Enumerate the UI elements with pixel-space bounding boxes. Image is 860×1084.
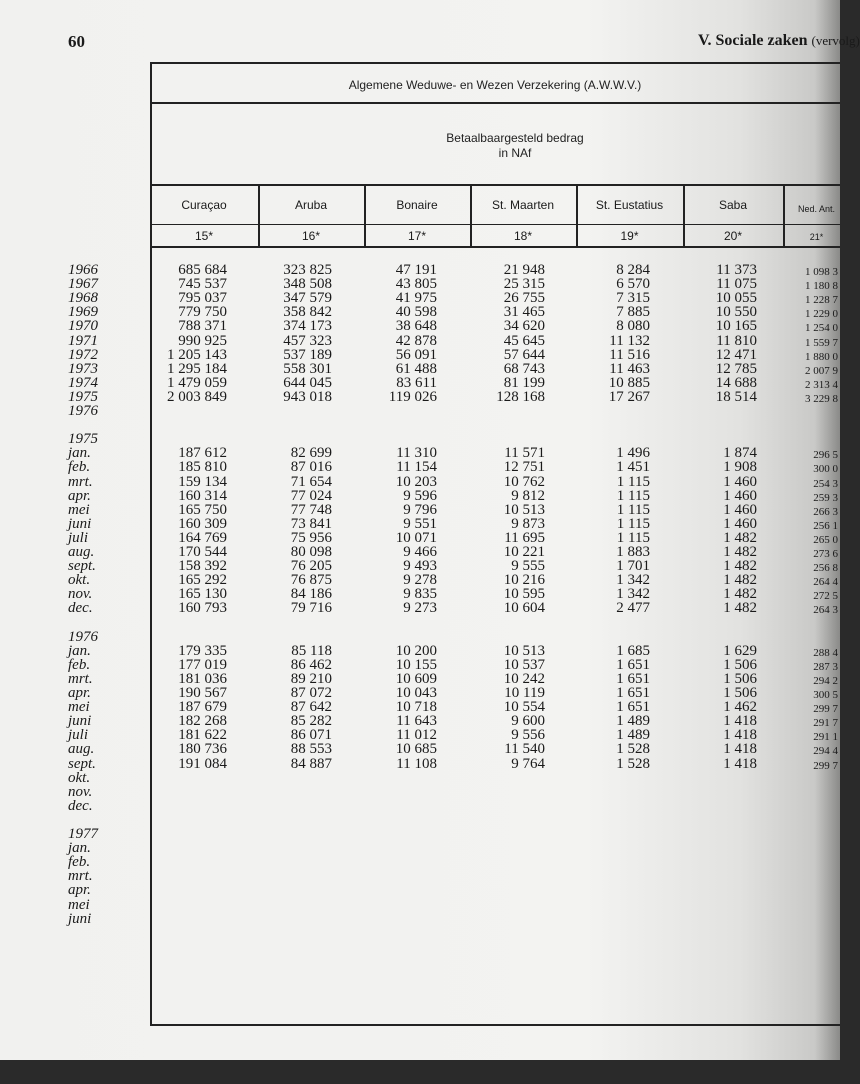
table-cell: 1 651 [616,656,650,673]
table-cell: 1 229 0 [805,308,838,321]
table-cell: 160 314 [178,487,227,504]
table-cell: 1 418 [723,741,757,758]
table-cell: 9 796 [403,501,437,518]
table-cell: 1 482 [723,600,757,617]
table-cell: 9 493 [403,558,437,575]
column-header: Bonaire [396,198,438,212]
table-cell: 10 513 [503,642,545,659]
table-cell: 9 555 [511,558,545,575]
table-cell: 943 018 [283,388,332,405]
table-cell: 11 154 [396,459,437,476]
row-label: 1975 [68,388,98,405]
table-cell: 264 3 [813,604,838,617]
row-label: 1973 [68,360,98,377]
table-cell: 1 506 [723,656,757,673]
table-cell: 84 186 [290,586,332,603]
row-label: juli [68,727,89,744]
table-cell: 1 418 [723,755,757,772]
column-number: 16* [301,229,321,243]
column-number: 18* [513,229,533,243]
row-label: juni [68,713,92,730]
table-cell: 273 6 [813,548,838,560]
table-cell: 9 873 [511,515,545,532]
table-cell: 1 482 [723,529,757,546]
table-cell: 85 118 [291,642,332,659]
table-cell: 191 084 [178,755,227,772]
table-cell: 73 841 [290,515,332,532]
table-cell: 179 335 [178,642,227,659]
row-label: apr. [68,685,91,701]
table-cell: 71 654 [290,473,332,490]
row-label: 1976 [68,403,98,419]
table-cell: 160 309 [178,515,227,532]
table-cell: 1 874 [723,445,757,462]
table-cell: 1 651 [616,699,650,716]
table-cell: 87 072 [290,685,332,701]
table-cell: 10 216 [503,572,545,589]
table-cell: 11 310 [396,445,437,462]
table-cell: 358 842 [283,304,332,321]
table-cell: 745 537 [178,276,227,293]
row-label: okt. [68,572,91,589]
table-cell: 164 769 [178,529,227,546]
table-cell: 10 043 [395,685,437,701]
column-header: St. Maarten [491,198,555,212]
column-header: St. Eustatius [595,198,664,212]
table-cell: 38 648 [395,318,437,335]
table-cell: 180 736 [178,741,227,758]
column-number: 20* [723,229,743,243]
row-label: dec. [68,600,93,617]
table-cell: 1 482 [723,586,757,603]
row-label: mrt. [68,670,93,687]
table-cell: 7 885 [616,304,650,321]
table-cell: 185 810 [178,459,227,476]
table-cell: 1 506 [723,685,757,701]
table-cell: 12 751 [503,459,545,476]
table-cell: 9 278 [403,572,437,589]
table-cell: 87 016 [290,459,332,476]
table-cell: 287 3 [813,660,838,673]
table-cell: 9 466 [403,544,437,560]
table-cell: 80 098 [290,544,332,560]
table-cell: 47 191 [395,262,437,278]
table-cell: 1 205 143 [167,346,227,363]
row-label: 1972 [68,346,98,363]
table-cell: 1 115 [616,529,650,546]
table-cell: 87 642 [290,699,332,716]
row-label: mrt. [68,868,93,885]
table-cell: 75 956 [290,529,332,546]
table-cell: 9 764 [511,755,545,772]
table-cell: 57 644 [503,346,545,363]
table-cell: 34 620 [503,318,545,335]
table-cell: 537 189 [283,346,332,363]
table-cell: 288 4 [813,646,838,659]
row-label: nov. [68,586,93,603]
table-cell: 1 629 [723,642,757,659]
table-cell: 1 685 [616,642,650,659]
row-label: 1971 [68,332,98,349]
table-cell: 181 036 [178,670,227,687]
table-cell: 779 750 [178,304,227,321]
rule-title [150,102,840,104]
table-cell: 10 513 [503,501,545,518]
row-label: 1968 [68,290,98,307]
table-cell: 41 975 [395,290,437,307]
table-cell: 10 550 [715,304,757,321]
column-header: Ned. Ant. [797,204,836,214]
table-cell: 558 301 [283,360,332,377]
table-cell: 43 805 [395,276,437,293]
table-cell: 10 595 [503,586,545,603]
table-cell: 77 024 [290,487,332,504]
rule-bottom [150,1024,840,1026]
table-cell: 14 688 [715,374,757,391]
table-cell: 294 4 [813,745,838,758]
row-label: apr. [68,882,91,899]
table-subtitle-1: Betaalbaargesteld bedrag [446,131,584,145]
table-cell: 68 743 [503,360,545,377]
row-label: juli [68,529,89,546]
table-cell: 83 611 [396,374,437,391]
row-label: aug. [68,741,95,758]
table-cell: 1 115 [616,501,650,518]
table-subtitle-2: in NAf [498,146,532,160]
table-cell: 9 596 [403,487,437,504]
chapter-title: V. Sociale zaken [698,32,808,49]
table-cell: 323 825 [283,262,332,278]
table-cell: 182 268 [178,713,227,730]
table-cell: 10 604 [503,600,545,617]
table-cell: 187 612 [178,445,227,462]
table-cell: 11 810 [716,332,757,349]
row-label: 1966 [68,262,98,278]
row-label: mei [68,896,90,913]
row-label: sept. [68,558,96,575]
table-cell: 9 556 [511,727,545,744]
table-cell: 26 755 [503,290,545,307]
table-cell: 56 091 [395,346,437,363]
table-cell: 1 180 8 [805,280,838,293]
table-cell: 300 0 [813,463,838,476]
table-cell: 76 205 [290,558,332,575]
table-cell: 294 2 [813,674,838,687]
table-cell: 2 003 849 [167,388,227,405]
table-cell: 8 080 [616,318,650,335]
table-cell: 45 645 [503,332,545,349]
table-cell: 1 489 [616,713,650,730]
row-label: feb. [68,656,91,673]
table-cell: 256 1 [813,519,838,532]
table-cell: 1 342 [616,586,650,603]
table-cell: 11 516 [609,346,650,363]
table-cell: 10 685 [395,741,437,758]
rule-colnums [150,246,840,248]
page-number: 60 [68,32,85,51]
table-cell: 11 132 [609,332,650,349]
row-label: aug. [68,544,95,560]
row-label: jan. [68,840,91,857]
table-cell: 1 880 0 [805,350,838,363]
chapter-heading [698,32,860,50]
table-cell: 10 718 [395,699,437,716]
table-cell: 9 551 [403,515,437,532]
table-cell: 10 242 [503,670,545,687]
row-label: 1976 [68,628,98,645]
table-cell: 1 489 [616,727,650,744]
table-cell: 1 479 059 [167,374,227,391]
table-cell: 3 229 8 [805,392,838,405]
table-cell: 11 540 [504,741,545,758]
row-label: 1969 [68,304,98,321]
table-cell: 1 115 [616,487,650,504]
table-cell: 11 643 [396,713,437,730]
table-title: Algemene Weduwe- en Wezen Verzekering (A.W.W.V.) [348,78,642,92]
table-cell: 128 168 [496,388,545,405]
table-cell: 291 1 [813,731,838,744]
table-cell: 685 684 [178,262,227,278]
row-label: okt. [68,769,91,786]
table-cell: 644 045 [283,374,332,391]
table-cell: 17 267 [608,388,650,405]
table-cell: 77 748 [290,501,332,518]
table-cell: 82 699 [290,445,332,462]
table-cell: 1 342 [616,572,650,589]
rule-subtitle [150,184,840,186]
table-cell: 1 460 [723,501,757,518]
row-label: 1970 [68,318,98,335]
table-cell: 264 4 [813,576,838,589]
row-label: 1975 [68,431,98,448]
row-label: feb. [68,854,91,871]
row-label: sept. [68,755,96,772]
table-cell: 1 254 0 [805,322,838,335]
column-header: Curaçao [181,198,227,212]
table-cell: 79 716 [290,600,332,617]
table-cell: 1 228 7 [805,294,838,307]
table-cell: 11 373 [716,262,757,278]
table-cell: 86 071 [290,727,332,744]
table-cell: 9 273 [403,600,437,617]
row-label: dec. [68,797,93,814]
table-cell: 10 885 [608,374,650,391]
row-label: 1974 [68,374,98,391]
table-cell: 81 199 [503,374,545,391]
table-cell: 1 460 [723,487,757,504]
table-cell: 160 793 [178,600,227,617]
table-cell: 1 460 [723,515,757,532]
table-cell: 1 496 [616,445,650,462]
table-cell: 9 835 [403,586,437,603]
table-cell: 1 418 [723,727,757,744]
column-number: 19* [620,229,639,243]
table-cell: 291 7 [813,717,838,730]
table-cell: 1 418 [723,713,757,730]
table-cell: 10 200 [395,642,437,659]
table-cell: 10 155 [395,656,437,673]
table-cell: 42 878 [395,332,437,349]
row-label: jan. [68,445,91,462]
row-label: juni [68,910,92,927]
table-cell: 6 570 [616,276,650,293]
table-cell: 1 295 184 [167,360,227,377]
table-cell: 265 0 [813,533,838,546]
table-cell: 119 026 [388,388,437,405]
table-cell: 10 537 [503,656,545,673]
table-cell: 10 119 [504,685,545,701]
table-cell: 165 130 [178,586,227,603]
table-cell: 1 883 [616,544,650,560]
table-cell: 990 925 [178,332,227,349]
table-cell: 9 812 [511,487,545,504]
table-cell: 299 7 [813,703,838,716]
column-number: 15* [194,229,214,243]
table-cell: 21 948 [503,262,545,278]
table-cell: 11 571 [504,445,545,462]
table-cell: 1 908 [723,459,757,476]
table-cell: 374 173 [283,318,332,335]
table-cell: 18 514 [715,388,757,405]
table-cell: 1 651 [616,670,650,687]
table-cell: 1 462 [723,699,757,716]
table-cell: 12 785 [715,360,757,377]
table-cell: 11 075 [716,276,757,293]
table-cell: 10 221 [503,544,545,560]
table-cell: 1 098 3 [805,266,838,278]
chapter-sub: (vervolg) [811,33,860,48]
rule-colnames [150,224,840,225]
table-cell: 1 460 [723,473,757,490]
table-cell: 25 315 [503,276,545,293]
column-number: 21* [809,232,824,242]
row-label: juni [68,515,92,532]
table-cell: 190 567 [178,685,227,701]
table-cell: 1 115 [616,473,650,490]
table-cell: 266 3 [813,505,838,518]
row-label: 1977 [68,826,98,842]
table-cell: 1 506 [723,670,757,687]
table-cell: 12 471 [715,346,757,363]
table-cell: 11 695 [504,529,545,546]
table-cell: 296 5 [813,449,838,462]
table-cell: 61 488 [395,360,437,377]
table-cell: 9 600 [511,713,545,730]
table-cell: 88 553 [290,741,332,758]
row-label: apr. [68,487,91,504]
column-number: 17* [407,229,427,243]
table-cell: 177 019 [178,656,227,673]
table-cell: 11 108 [396,755,437,772]
table-cell: 187 679 [178,699,227,716]
table-cell: 85 282 [290,713,332,730]
table-cell: 2 477 [616,600,650,617]
table-cell: 1 482 [723,572,757,589]
table-cell: 84 887 [290,755,332,772]
table-cell: 10 165 [715,318,757,335]
column-header: Saba [718,198,748,212]
table-cell: 1 559 7 [805,336,838,349]
table-cell: 8 284 [616,262,650,278]
table-cell: 170 544 [178,544,227,560]
table-cell: 299 7 [813,759,838,772]
row-label: jan. [68,642,91,659]
table-cell: 1 651 [616,685,650,701]
table-cell: 1 115 [616,515,650,532]
table-cell: 1 528 [616,755,650,772]
table-cell: 158 392 [178,558,227,575]
table-cell: 10 203 [395,473,437,490]
table-cell: 86 462 [290,656,332,673]
row-label: feb. [68,459,91,476]
column-header: Aruba [294,198,328,212]
table-cell: 7 315 [616,290,650,307]
table-cell: 2 007 9 [805,364,838,377]
rule-top [150,62,840,64]
table-cell: 159 134 [178,473,227,490]
table-cell: 10 055 [715,290,757,307]
table-cell: 10 609 [395,670,437,687]
table-cell: 256 8 [813,562,838,575]
table-cell: 11 463 [609,360,650,377]
table-cell: 10 554 [503,699,545,716]
row-label: nov. [68,783,93,800]
table-cell: 89 210 [290,670,332,687]
table-cell: 181 622 [178,727,227,744]
table-cell: 457 323 [283,332,332,349]
row-label: mei [68,501,90,518]
row-label: mrt. [68,473,93,490]
table-cell: 795 037 [178,290,227,307]
table-cell: 31 465 [503,304,545,321]
table-cell: 2 313 4 [805,378,838,391]
table-cell: 40 598 [395,304,437,321]
table-cell: 300 5 [813,689,838,701]
table-cell: 254 3 [813,477,838,490]
table-cell: 259 3 [813,491,838,504]
table-cell: 1 482 [723,558,757,575]
table-cell: 348 508 [283,276,332,293]
table-cell: 10 071 [395,529,437,546]
table-cell: 1 701 [616,558,650,575]
table-cell: 788 371 [178,318,227,335]
table-cell: 165 750 [178,501,227,518]
table-cell: 165 292 [178,572,227,589]
table-cell: 1 451 [616,459,650,476]
row-label: mei [68,699,90,716]
table-cell: 1 482 [723,544,757,560]
table-cell: 76 875 [290,572,332,589]
row-label: 1967 [68,276,98,293]
table-cell: 10 762 [503,473,545,490]
table-cell: 347 579 [283,290,332,307]
table-cell: 11 012 [396,727,437,744]
table-cell: 272 5 [813,590,838,603]
table-cell: 1 528 [616,741,650,758]
